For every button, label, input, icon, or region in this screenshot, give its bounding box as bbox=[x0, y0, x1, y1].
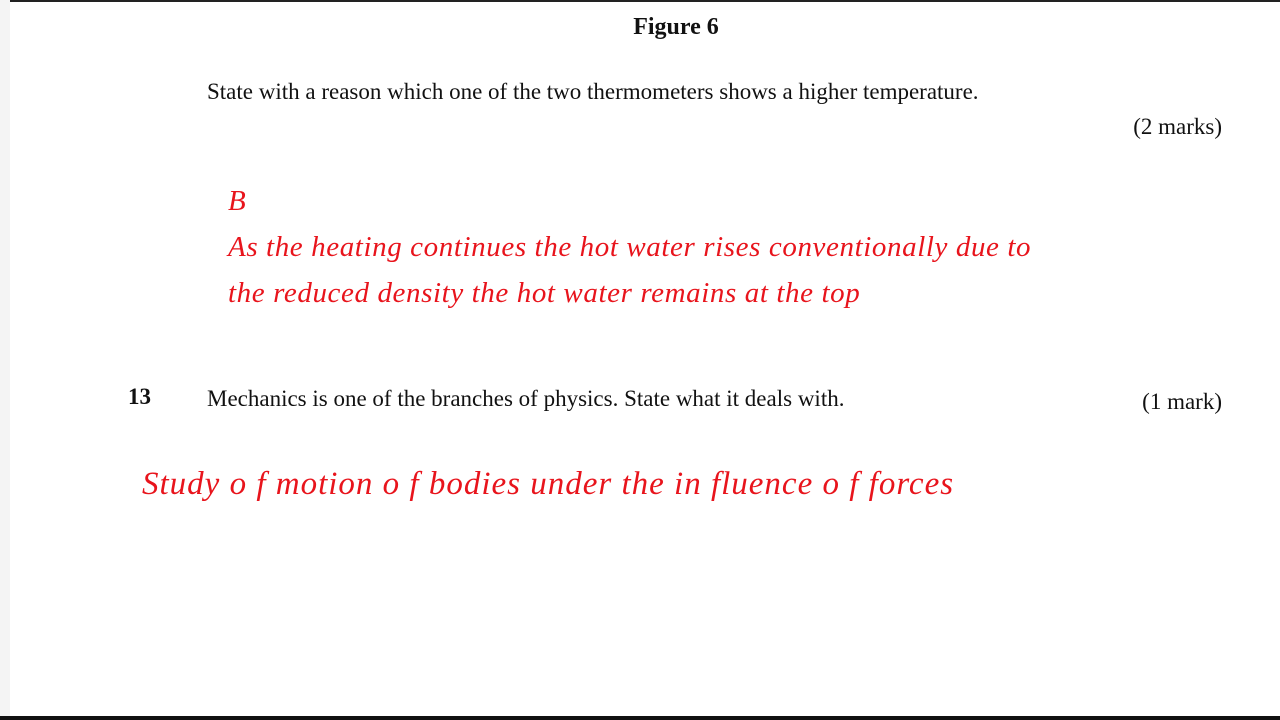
question-13-text: Mechanics is one of the branches of physics. State what it deals with. bbox=[207, 386, 845, 411]
top-border bbox=[0, 0, 1280, 2]
figure-caption: Figure 6 bbox=[633, 14, 719, 40]
answer-13: Study o f motion o f bodies under the in fluence o f forces bbox=[142, 466, 955, 502]
answer-12-line-2: the reduced density the hot water remains at the top bbox=[228, 277, 861, 309]
question-12-marks: (2 marks) bbox=[1133, 114, 1222, 139]
answer-12-choice: B bbox=[228, 185, 247, 217]
bottom-border bbox=[0, 716, 1280, 720]
question-13-number: 13 bbox=[128, 384, 151, 409]
question-12-text: State with a reason which one of the two thermometers shows a higher temperature. bbox=[207, 79, 979, 104]
answer-12-line-1: As the heating continues the hot water rises conventionally due to bbox=[228, 231, 1032, 263]
left-edge bbox=[0, 0, 10, 720]
question-13-marks: (1 mark) bbox=[1142, 389, 1222, 414]
